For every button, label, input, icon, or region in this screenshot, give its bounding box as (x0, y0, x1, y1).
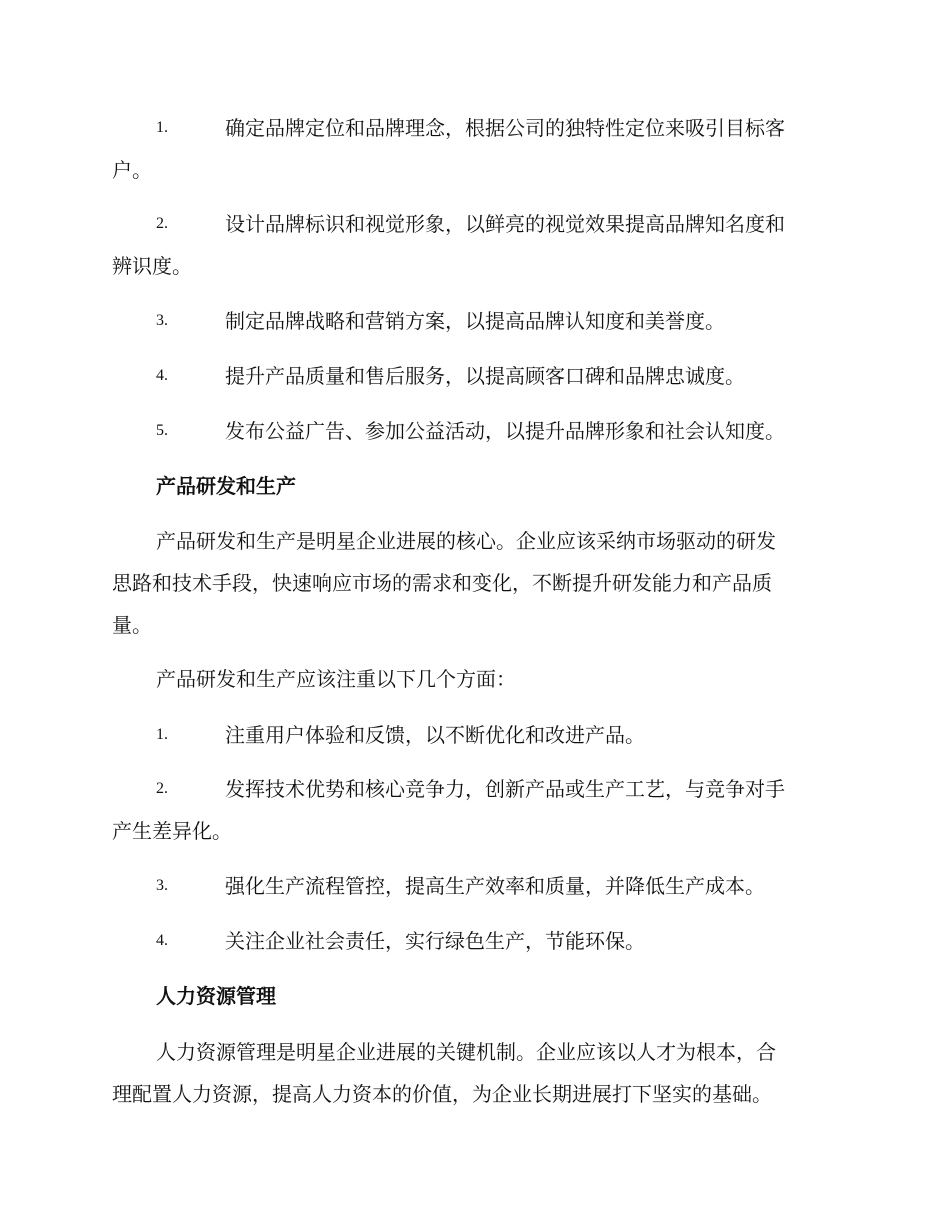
paragraph-line: 量。 (112, 613, 152, 637)
section-heading: 产品研发和生产 (156, 474, 296, 498)
list-number: 2. (156, 215, 168, 232)
paragraph (112, 658, 832, 700)
list-number: 2. (156, 780, 168, 797)
list-number: 1. (156, 726, 168, 743)
paragraph-line: 人力资源管理是明星企业进展的关键机制。企业应该以人才为根本，合 (156, 1040, 776, 1064)
list-item (112, 865, 832, 907)
list-number: 3. (156, 877, 168, 894)
list-text: 发挥技术优势和核心竞争力，创新产品或生产工艺，与竞争对手 (225, 777, 785, 801)
list-item (112, 768, 832, 852)
list-item (112, 300, 832, 342)
list-item (112, 355, 832, 397)
list-number: 4. (156, 367, 168, 384)
list-number: 5. (156, 422, 168, 439)
list-text-continued: 户。 (112, 158, 152, 182)
list-number: 1. (156, 119, 168, 136)
list-text: 确定品牌定位和品牌理念，根据公司的独特性定位来吸引目标客 (225, 116, 785, 140)
list-item (112, 920, 832, 962)
paragraph (112, 520, 832, 646)
list-text-continued: 产生差异化。 (112, 819, 232, 843)
list-text: 设计品牌标识和视觉形象，以鲜亮的视觉效果提高品牌知名度和 (225, 212, 785, 236)
section-heading: 人力资源管理 (156, 984, 276, 1008)
list-text: 强化生产流程管控，提高生产效率和质量，并降低生产成本。 (225, 874, 765, 898)
list-text-continued: 辨识度。 (112, 254, 192, 278)
paragraph (112, 1031, 832, 1115)
list-text: 关注企业社会责任，实行绿色生产，节能环保。 (225, 929, 645, 953)
list-text: 注重用户体验和反馈，以不断优化和改进产品。 (225, 723, 645, 747)
list-text: 提升产品质量和售后服务，以提高顾客口碑和品牌忠诚度。 (225, 364, 745, 388)
list-number: 4. (156, 932, 168, 949)
list-text: 发布公益广告、参加公益活动，以提升品牌形象和社会认知度。 (225, 419, 785, 443)
list-item (112, 107, 832, 191)
list-item (112, 203, 832, 287)
list-text: 制定品牌战略和营销方案，以提高品牌认知度和美誉度。 (225, 309, 725, 333)
paragraph-line: 思路和技术手段，快速响应市场的需求和变化，不断提升研发能力和产品质 (112, 571, 772, 595)
list-item (112, 410, 832, 452)
paragraph-line: 产品研发和生产是明星企业进展的核心。企业应该采纳市场驱动的研发 (156, 529, 776, 553)
paragraph-line: 理配置人力资源，提高人力资本的价值，为企业长期进展打下坚实的基础。 (112, 1082, 772, 1106)
list-number: 3. (156, 312, 168, 329)
list-item (112, 714, 832, 756)
paragraph-line: 产品研发和生产应该注重以下几个方面： (156, 667, 516, 691)
